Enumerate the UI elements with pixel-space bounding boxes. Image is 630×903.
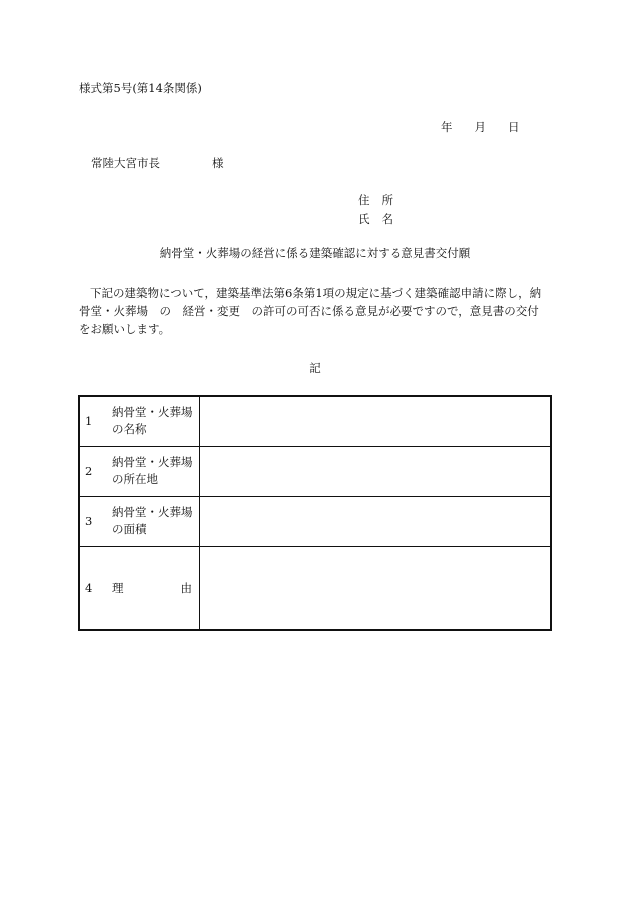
table-row (79, 446, 551, 496)
table-row (79, 496, 551, 546)
year-label: 年 (441, 120, 453, 134)
address-label: 住所 (358, 193, 405, 207)
reason-char-1: 理 (112, 580, 124, 595)
ki-heading: 記 (309, 361, 321, 375)
row-number: 4 (85, 580, 93, 595)
row-number: 3 (85, 514, 93, 528)
row-label-line2: の所在地 (112, 472, 158, 486)
table-row (79, 396, 551, 446)
addressee-name: 常陸大宮市長 (91, 156, 160, 170)
request-body (79, 284, 551, 338)
row-label (79, 546, 200, 630)
name-label: 氏名 (358, 212, 405, 226)
row-label-line1: 納骨堂・火葬場 (112, 455, 193, 469)
form-number: 様式第5号(第14条関係) (79, 81, 202, 95)
row-label-line1: 納骨堂・火葬場 (112, 505, 193, 519)
facility-location-field[interactable] (200, 446, 552, 496)
table-row (79, 546, 551, 630)
date-line (441, 119, 520, 135)
facility-area-field[interactable] (200, 496, 552, 546)
facility-name-field[interactable] (200, 396, 552, 446)
document-title: 納骨堂・火葬場の経営に係る建築確認に対する意見書交付願 (159, 246, 471, 260)
row-label (79, 496, 200, 546)
row-label-line2: の名称 (112, 422, 147, 437)
body-line-2: 骨堂・火葬場 の 経営・変更 の許可の可否に係る意見が必要ですので，意見書の交付 (79, 304, 539, 318)
row-label-line1: 納骨堂・火葬場 (112, 405, 193, 420)
reason-char-2: 由 (180, 580, 192, 595)
addressee-honorific: 様 (212, 156, 224, 170)
body-line-3: をお願いします。 (79, 322, 171, 336)
row-number: 1 (85, 414, 93, 429)
row-label-line2: の面積 (112, 522, 147, 536)
day-label: 日 (508, 120, 520, 134)
row-label (79, 446, 200, 496)
body-line-1: 下記の建築物について，建築基準法第6条第1項の規定に基づく建築確認申請に際し，納 (90, 286, 542, 300)
row-number: 2 (85, 464, 93, 478)
reason-field[interactable] (200, 546, 552, 630)
addressee (91, 155, 224, 171)
items-table (78, 395, 552, 631)
row-label (79, 396, 200, 446)
month-label: 月 (474, 120, 486, 134)
